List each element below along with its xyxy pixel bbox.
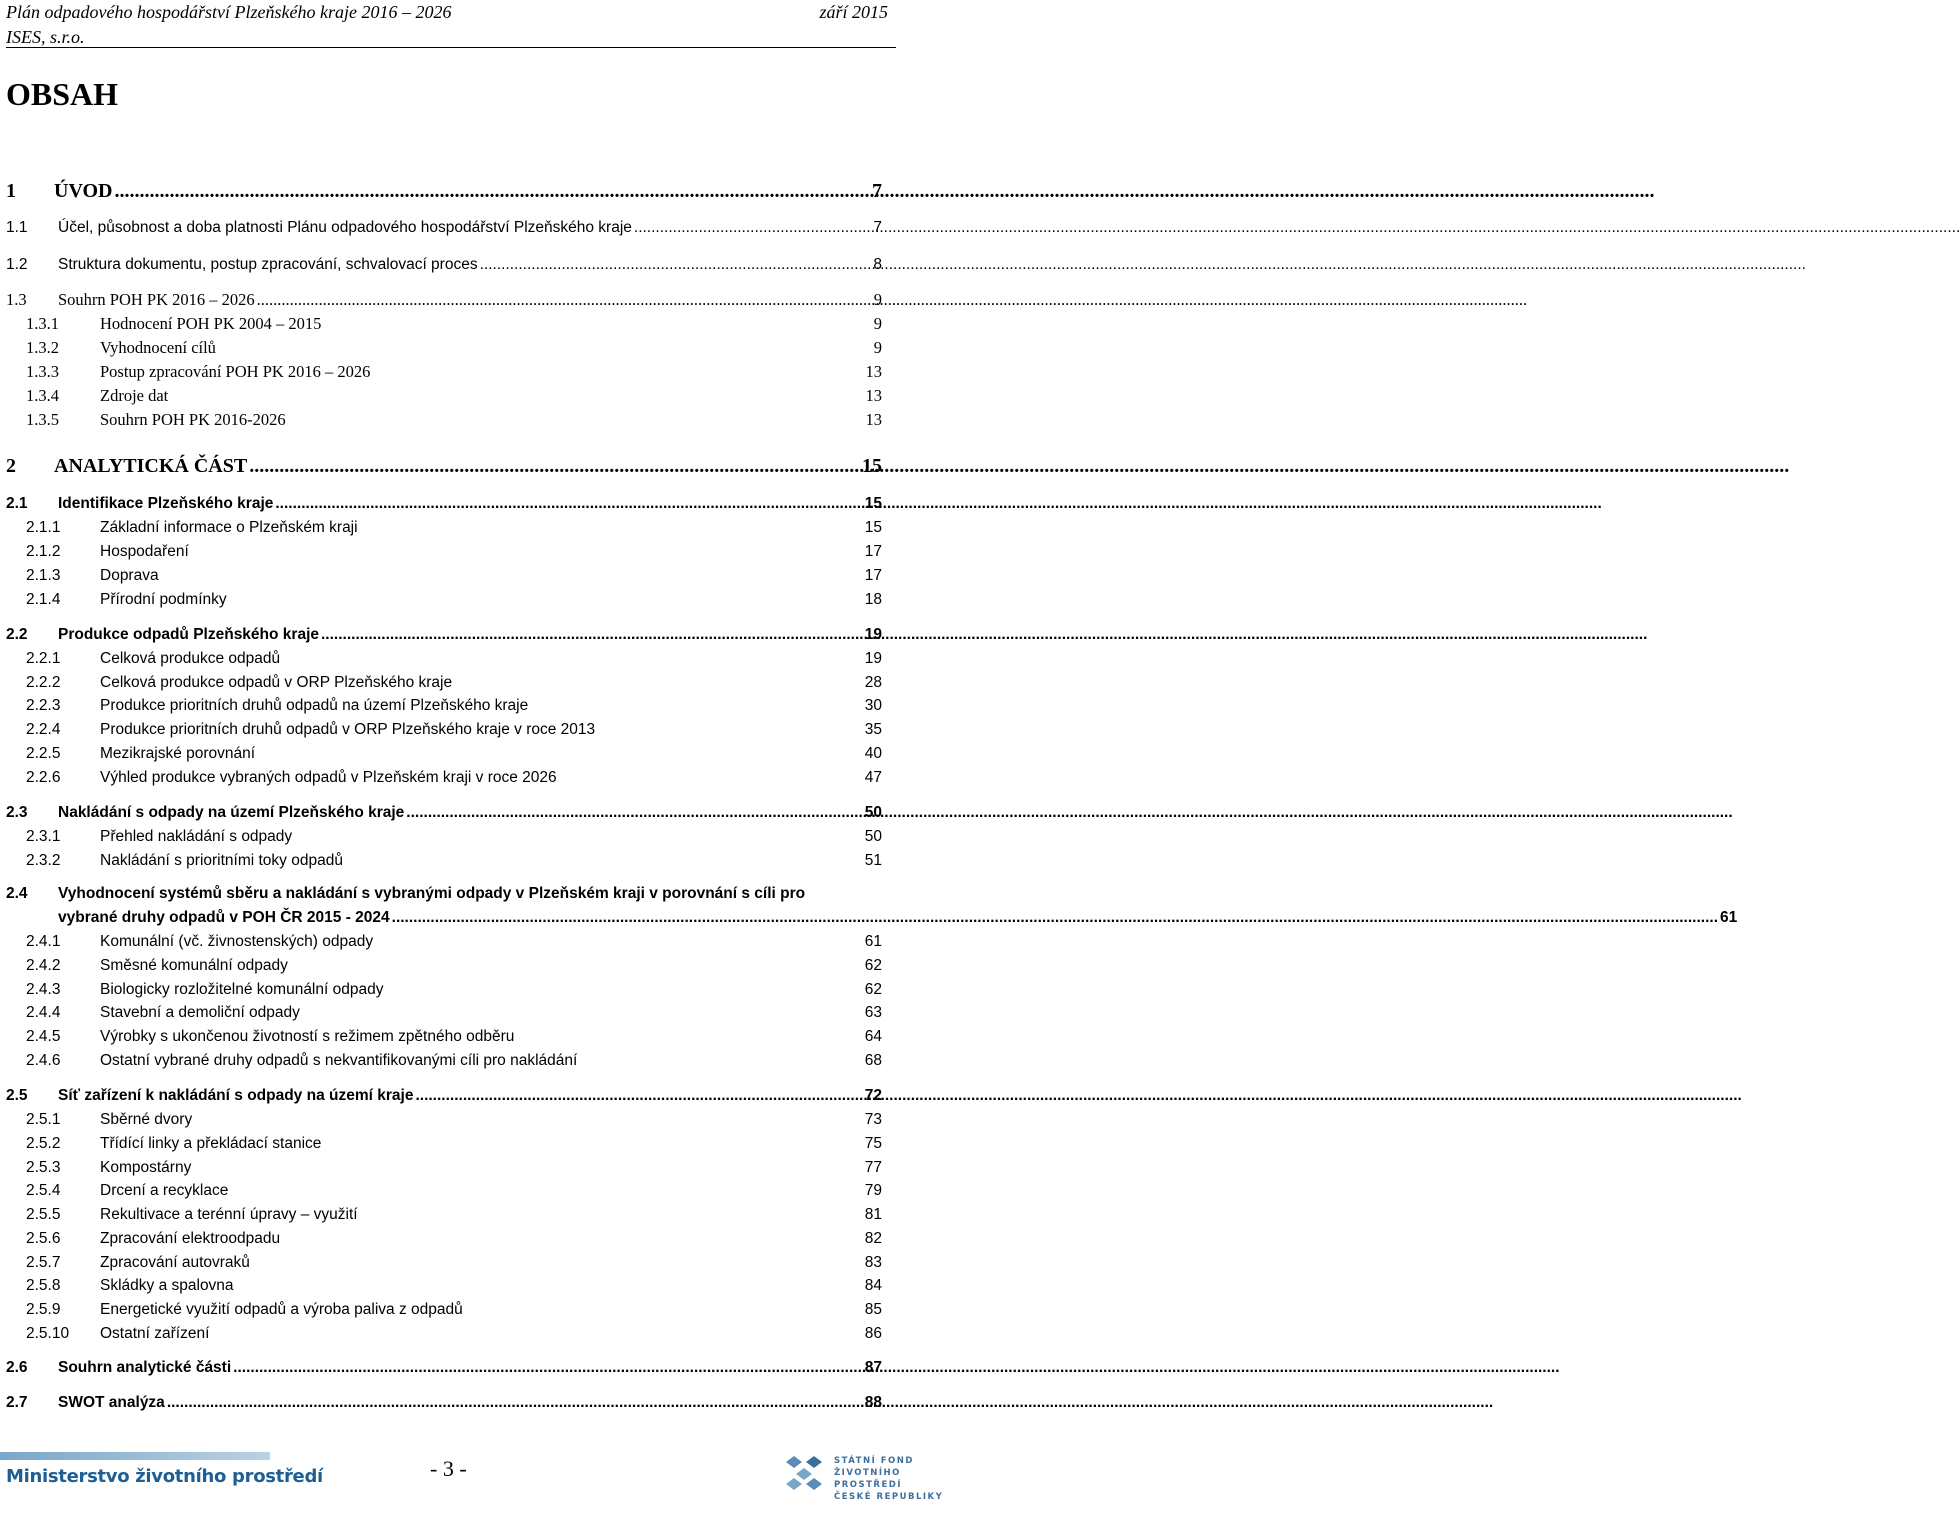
toc-number: 2.2.1	[26, 650, 61, 667]
toc-leader	[634, 219, 871, 237]
toc-page: 18	[864, 591, 882, 608]
toc-number: 2.5.7	[26, 1254, 61, 1271]
toc-page: 15	[862, 455, 882, 477]
toc-entry-2-2-4[interactable]	[6, 721, 882, 745]
toc-entry-chapter-2[interactable]	[6, 455, 882, 479]
toc-entry-2-5-6[interactable]	[6, 1230, 882, 1254]
toc-page: 82	[864, 1230, 882, 1247]
toc-number: 1.3.1	[26, 314, 59, 333]
toc-page: 15	[864, 495, 882, 512]
toc-label: Nakládání s odpady na území Plzeňského kraje	[58, 804, 405, 821]
toc-number: 2.1.3	[26, 567, 61, 584]
toc-label: Výhled produkce vybraných odpadů v Plzeňském kraji v roce 2026	[100, 769, 557, 786]
toc-label: Produkce prioritních druhů odpadů v ORP Plzeňského kraje v roce 2013	[100, 721, 596, 738]
toc-page: 30	[864, 697, 882, 714]
toc-page: 61	[1720, 909, 1738, 926]
toc-leader	[406, 804, 862, 822]
page-header	[6, 0, 896, 50]
toc-entry-1-1[interactable]	[6, 219, 882, 243]
toc-number: 2.4.1	[26, 933, 61, 950]
header-company: ISES, s.r.o.	[6, 27, 85, 47]
toc-entry-2-5-2[interactable]	[6, 1135, 882, 1159]
toc-entry-2-2-2[interactable]	[6, 674, 882, 698]
toc-label: Ostatní vybrané druhy odpadů s nekvantifikovanými cíli pro nakládání	[100, 1052, 578, 1069]
toc-leader	[415, 1087, 862, 1105]
toc-label: Zdroje dat	[100, 386, 169, 405]
toc-entry-2-5-7[interactable]	[6, 1254, 882, 1278]
toc-entry-2-2-3[interactable]	[6, 697, 882, 721]
toc-leader	[480, 256, 872, 274]
toc-label: Účel, působnost a doba platnosti Plánu odpadového hospodářství Plzeňského kraje	[58, 219, 632, 236]
toc-page: 72	[864, 1087, 882, 1104]
toc-number: 2.5	[6, 1087, 28, 1104]
toc-label: Energetické využití odpadů a výroba paliva z odpadů	[100, 1301, 463, 1318]
toc-number: 1.3.3	[26, 362, 59, 381]
toc-label: Souhrn analytické části	[58, 1359, 232, 1376]
toc-number: 2.5.5	[26, 1206, 61, 1223]
toc-page: 77	[864, 1159, 882, 1176]
fund-logo	[782, 1450, 952, 1500]
toc-entry-2-4-6[interactable]	[6, 1052, 882, 1076]
toc-label: Vyhodnocení cílů	[100, 338, 216, 357]
toc-number: 2.5.9	[26, 1301, 61, 1318]
toc-label: Souhrn POH PK 2016 – 2026	[58, 290, 255, 309]
toc-entry-2-5-3[interactable]	[6, 1159, 882, 1183]
toc-page: 83	[864, 1254, 882, 1271]
toc-leader	[233, 1359, 863, 1377]
toc-label: Biologicky rozložitelné komunální odpady	[100, 981, 384, 998]
toc-entry-1-2[interactable]	[6, 256, 882, 280]
toc-page: 35	[864, 721, 882, 738]
toc-entry-2-4-1[interactable]	[6, 933, 882, 957]
toc-page: 50	[864, 804, 882, 821]
toc-page: 79	[864, 1182, 882, 1199]
toc-label: Sběrné dvory	[100, 1111, 193, 1128]
toc-entry-2-1-3[interactable]	[6, 567, 882, 591]
toc-page: 13	[865, 386, 882, 405]
toc-entry-2-5-10[interactable]	[6, 1325, 882, 1349]
toc-page: 13	[865, 362, 882, 381]
toc-page: 61	[864, 933, 882, 950]
toc-number: 2.4.6	[26, 1052, 61, 1069]
toc-entry-2-4[interactable]	[6, 885, 1738, 933]
toc-entry-2-4-5[interactable]	[6, 1028, 882, 1052]
toc-label: Struktura dokumentu, postup zpracování, schvalovací proces	[58, 256, 478, 273]
fund-logo-line: STÁTNÍ FOND	[834, 1456, 914, 1466]
toc-entry-1-3-4[interactable]	[6, 386, 882, 410]
toc-entry-1-3[interactable]	[6, 290, 882, 314]
toc-number: 2.4.3	[26, 981, 61, 998]
ministry-logo: Ministerstvo životního prostředí	[6, 1466, 323, 1487]
toc-entry-2-1-2[interactable]	[6, 543, 882, 567]
toc-page: 17	[864, 567, 882, 584]
toc-label: Doprava	[100, 567, 159, 584]
toc-entry-2-4-3[interactable]	[6, 981, 882, 1005]
toc-entry-2-7[interactable]	[6, 1394, 882, 1418]
toc-page: 87	[864, 1359, 882, 1376]
toc-page: 85	[864, 1301, 882, 1318]
fund-logo-text	[834, 1455, 952, 1503]
toc-entry-2-6[interactable]	[6, 1359, 882, 1383]
toc-label: Nakládání s prioritními toky odpadů	[100, 852, 343, 869]
toc-label: Zpracování elektroodpadu	[100, 1230, 281, 1247]
toc-label: Postup zpracování POH PK 2016 – 2026	[100, 362, 371, 381]
toc-entry-2-3[interactable]	[6, 804, 882, 828]
toc-label: Zpracování autovraků	[100, 1254, 250, 1271]
toc-leader	[392, 909, 1718, 927]
toc-page: 88	[864, 1394, 882, 1411]
toc-number: 1.3.2	[26, 338, 59, 357]
toc-label: ANALYTICKÁ ČÁST	[54, 455, 248, 477]
toc-entry-2-5[interactable]	[6, 1087, 882, 1111]
toc-number: 1	[6, 180, 16, 202]
toc-number: 2.6	[6, 1359, 28, 1376]
toc-entry-2-5-8[interactable]	[6, 1277, 882, 1301]
toc-label: Souhrn POH PK 2016-2026	[100, 410, 286, 429]
toc-label-line2: vybrané druhy odpadů v POH ČR 2015 - 2024	[58, 909, 390, 926]
toc-page: 19	[864, 650, 882, 667]
toc-page: 9	[873, 338, 882, 357]
toc-number: 1.3.4	[26, 386, 59, 405]
toc-page: 28	[864, 674, 882, 691]
toc-entry-chapter-1[interactable]	[6, 180, 882, 204]
toc-page: 13	[865, 410, 882, 429]
toc-leader	[275, 495, 862, 513]
toc-number: 1.3	[6, 290, 27, 309]
toc-entry-2-4-4[interactable]	[6, 1004, 882, 1028]
ministry-logo-stripe	[0, 1452, 270, 1460]
toc-entry-2-4-2[interactable]	[6, 957, 882, 981]
toc-page: 86	[864, 1325, 882, 1342]
toc-leader	[257, 290, 872, 310]
toc-number: 2.3.1	[26, 828, 61, 845]
toc-number: 2.5.1	[26, 1111, 61, 1128]
toc-label: Směsné komunální odpady	[100, 957, 288, 974]
toc-page: 9	[873, 290, 882, 309]
toc-number: 2.5.3	[26, 1159, 61, 1176]
toc-number: 2.1	[6, 495, 28, 512]
toc-page: 62	[864, 957, 882, 974]
header-rule	[6, 47, 896, 48]
toc-entry-2-1-1[interactable]	[6, 519, 882, 543]
header-date: září 2015	[819, 2, 888, 22]
toc-page: 84	[864, 1277, 882, 1294]
toc-label: Rekultivace a terénní úpravy – využití	[100, 1206, 358, 1223]
toc-label: Skládky a spalovna	[100, 1277, 234, 1294]
fund-logo-line: ČESKÉ REPUBLIKY	[834, 1492, 944, 1502]
toc-number: 2.5.8	[26, 1277, 61, 1294]
toc-label: Síť zařízení k nakládání s odpady na území kraje	[58, 1087, 414, 1104]
toc-number: 2.2.2	[26, 674, 61, 691]
toc-label: Drcení a recyklace	[100, 1182, 229, 1199]
toc-number: 2.1.2	[26, 543, 61, 560]
toc-number: 2.3	[6, 804, 28, 821]
toc-entry-1-3-2[interactable]	[6, 338, 882, 362]
toc-leader	[249, 455, 860, 478]
toc-number: 2.1.4	[26, 591, 61, 608]
toc-entry-2-5-5[interactable]	[6, 1206, 882, 1230]
fund-emblem-icon	[782, 1452, 826, 1496]
toc-number: 2.5.6	[26, 1230, 61, 1247]
toc-label: Výrobky s ukončenou životností s režimem zpětného odběru	[100, 1028, 515, 1045]
toc-page: 75	[864, 1135, 882, 1152]
toc-entry-2-1[interactable]	[6, 495, 882, 519]
toc-number: 2.4.5	[26, 1028, 61, 1045]
toc-label: Ostatní zařízení	[100, 1325, 210, 1342]
toc-label: Identifikace Plzeňského kraje	[58, 495, 274, 512]
toc-number: 2.5.2	[26, 1135, 61, 1152]
toc-label: Produkce odpadů Plzeňského kraje	[58, 626, 319, 643]
toc-label: Kompostárny	[100, 1159, 192, 1176]
toc-label: Hodnocení POH PK 2004 – 2015	[100, 314, 322, 333]
toc-entry-1-3-5[interactable]	[6, 410, 882, 434]
toc-number: 2.2.3	[26, 697, 61, 714]
toc-entry-2-2[interactable]	[6, 626, 882, 650]
toc-number: 1.2	[6, 256, 28, 273]
toc-number: 1.3.5	[26, 410, 59, 429]
toc-page: 7	[872, 180, 882, 202]
toc-number: 2.2.5	[26, 745, 61, 762]
toc-page: 73	[864, 1111, 882, 1128]
toc-label: Celková produkce odpadů	[100, 650, 281, 667]
toc-number: 2.3.2	[26, 852, 61, 869]
toc-number: 2	[6, 455, 16, 477]
toc-page: 8	[873, 256, 882, 273]
toc-page: 68	[864, 1052, 882, 1069]
toc-number: 2.4.2	[26, 957, 61, 974]
toc-page: 9	[873, 314, 882, 333]
toc-page: 63	[864, 1004, 882, 1021]
toc-page: 62	[864, 981, 882, 998]
toc-number: 2.5.4	[26, 1182, 61, 1199]
toc-page: 19	[864, 626, 882, 643]
toc-entry-2-5-1[interactable]	[6, 1111, 882, 1135]
toc-heading: OBSAH	[6, 76, 119, 112]
toc-number: 2.2.4	[26, 721, 61, 738]
toc-entry-2-1-4[interactable]	[6, 591, 882, 615]
toc-entry-2-2-1[interactable]	[6, 650, 882, 674]
toc-entry-2-2-5[interactable]	[6, 745, 882, 769]
toc-label: ÚVOD	[54, 180, 113, 202]
toc-page: 47	[864, 769, 882, 786]
toc-entry-2-5-9[interactable]	[6, 1301, 882, 1325]
toc-label: Komunální (vč. živnostenských) odpady	[100, 933, 374, 950]
toc-label: Celková produkce odpadů v ORP Plzeňského kraje	[100, 674, 453, 691]
toc-entry-1-3-3[interactable]	[6, 362, 882, 386]
toc-page: 81	[864, 1206, 882, 1223]
toc-number: 2.4	[6, 885, 28, 902]
toc-leader	[115, 180, 871, 203]
toc-label: Přírodní podmínky	[100, 591, 227, 608]
toc-label: Přehled nakládání s odpady	[100, 828, 293, 845]
toc-page: 40	[864, 745, 882, 762]
toc-entry-2-5-4[interactable]	[6, 1182, 882, 1206]
toc-entry-2-2-6[interactable]	[6, 769, 882, 793]
toc-number: 2.4.4	[26, 1004, 61, 1021]
toc-leader	[167, 1394, 863, 1412]
toc-page: 15	[864, 519, 882, 536]
toc-page: 50	[864, 828, 882, 845]
toc-number: 2.5.10	[26, 1325, 70, 1342]
toc-label: Třídící linky a překládací stanice	[100, 1135, 322, 1152]
toc-page: 64	[864, 1028, 882, 1045]
toc-label: Mezikrajské porovnání	[100, 745, 256, 762]
toc-number: 1.1	[6, 219, 28, 236]
toc-number: 2.1.1	[26, 519, 61, 536]
toc-label: SWOT analýza	[58, 1394, 165, 1411]
toc-entry-2-3-2[interactable]	[6, 852, 882, 876]
toc-label: Stavební a demoliční odpady	[100, 1004, 300, 1021]
toc-page: 51	[864, 852, 882, 869]
toc-label: Základní informace o Plzeňském kraji	[100, 519, 358, 536]
toc-label: Hospodaření	[100, 543, 189, 560]
toc-entry-2-3-1[interactable]	[6, 828, 882, 852]
toc-number: 2.7	[6, 1394, 28, 1411]
toc-label: Produkce prioritních druhů odpadů na území Plzeňského kraje	[100, 697, 529, 714]
fund-logo-line: ŽIVOTNÍHO PROSTŘEDÍ	[834, 1468, 902, 1490]
toc-page: 7	[873, 219, 882, 236]
toc-entry-1-3-1[interactable]	[6, 314, 882, 338]
header-title: Plán odpadového hospodářství Plzeňského kraje 2016 – 2026	[6, 2, 452, 22]
toc-label-line1: Vyhodnocení systémů sběru a nakládání s vybranými odpady v Plzeňském kraji v porovnání s cíli pro	[58, 885, 806, 902]
toc-page: 17	[864, 543, 882, 560]
toc-number: 2.2.6	[26, 769, 61, 786]
toc-leader	[321, 626, 863, 644]
toc-number: 2.2	[6, 626, 28, 643]
page-number: - 3 -	[430, 1456, 467, 1481]
